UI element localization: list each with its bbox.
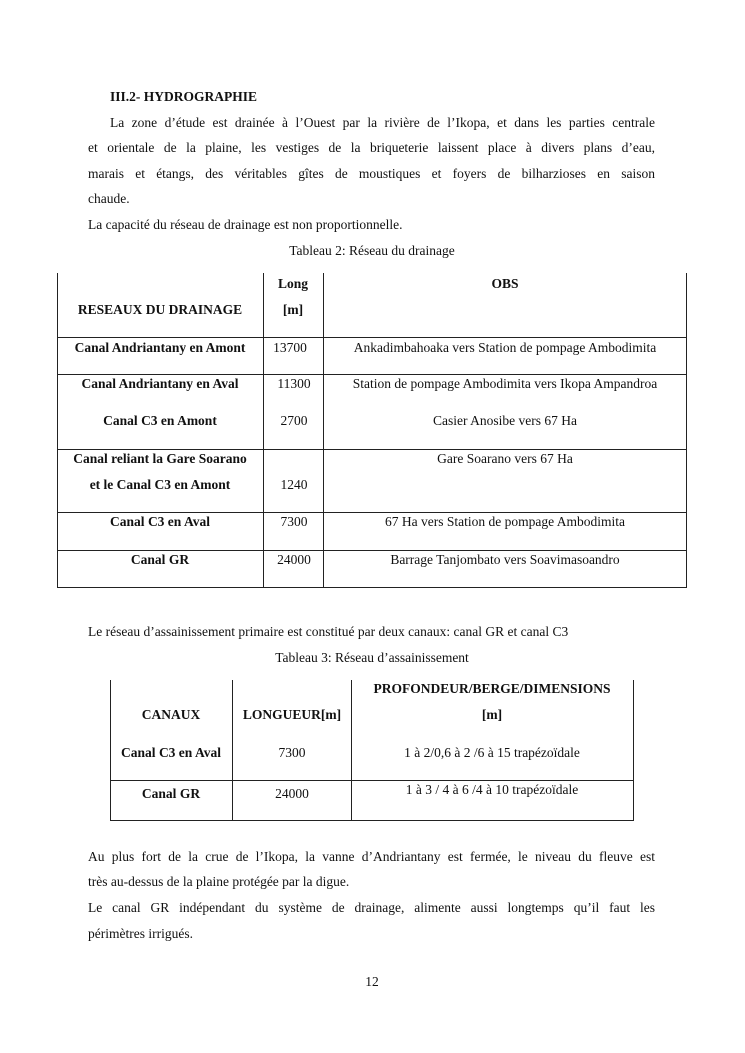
page-number: 12 — [365, 974, 379, 989]
table3-caption: Tableau 3: Réseau d’assainissement — [275, 650, 469, 665]
cell-name: Canal C3 en Aval — [121, 745, 221, 760]
cell-name: Canal GR — [141, 786, 201, 801]
intro-line: chaude. — [88, 191, 130, 206]
cell-obs: Barrage Tanjombato vers Soavimasoandro — [390, 552, 620, 567]
table-border — [57, 587, 687, 588]
cell-name: Canal GR — [130, 552, 190, 567]
table-border — [57, 337, 687, 338]
column-header: RESEAUX DU DRAINAGE — [77, 302, 243, 317]
cell-name: Canal Andriantany en Amont — [74, 340, 246, 355]
table-border — [232, 680, 233, 821]
table-border — [263, 273, 264, 588]
cell-obs: 67 Ha vers Station de pompage Ambodimita — [385, 514, 625, 529]
table-border — [57, 550, 687, 551]
column-header: [m] — [481, 707, 503, 722]
intro-line: marais et étangs, des véritables gîtes de moustiques et foyers de bilharzioses en saison — [88, 166, 655, 181]
column-header: Long — [277, 276, 309, 291]
cell-obs: Casier Anosibe vers 67 Ha — [433, 413, 577, 428]
cell-length: 11300 — [277, 376, 311, 391]
cell-dims: 1 à 2/0,6 à 2 /6 à 15 trapézoïdale — [404, 745, 580, 760]
table-border — [110, 680, 111, 821]
column-header: [m] — [282, 302, 304, 317]
capacity-sentence: La capacité du réseau de drainage est non proportionnelle. — [88, 217, 403, 232]
closing-line: périmètres irrigués. — [88, 926, 193, 941]
table-border — [57, 512, 687, 513]
cell-length: 1240 — [280, 477, 308, 492]
cell-name: Canal reliant la Gare Soarano — [73, 451, 247, 466]
cell-name: Canal Andriantany en Aval — [81, 376, 239, 391]
cell-dims: 1 à 3 / 4 à 6 /4 à 10 trapézoïdale — [405, 782, 579, 797]
cell-obs: Station de pompage Ambodimita vers Ikopa Ampandroa — [352, 376, 658, 391]
cell-name: Canal C3 en Amont — [103, 413, 217, 428]
table-border — [351, 680, 352, 821]
table-border — [686, 273, 687, 588]
cell-name: et le Canal C3 en Amont — [89, 477, 231, 492]
sanitation-sentence: Le réseau d’assainissement primaire est constitué par deux canaux: canal GR et canal C3 — [88, 624, 569, 639]
cell-length: 13700 — [273, 340, 307, 355]
table-border — [110, 820, 634, 821]
cell-length: 24000 — [275, 786, 309, 801]
intro-line: et orientale de la plaine, les vestiges de la briqueterie laissent place à divers plans d’eau, — [88, 140, 655, 155]
column-header: OBS — [491, 276, 519, 291]
cell-length: 24000 — [277, 552, 311, 567]
cell-length: 7300 — [280, 514, 308, 529]
cell-name: Canal C3 en Aval — [110, 514, 210, 529]
closing-line: très au-dessus de la plaine protégée par la digue. — [88, 874, 350, 889]
closing-line: Au plus fort de la crue de l’Ikopa, la vanne d’Andriantany est fermée, le niveau du fleuve est — [88, 849, 655, 864]
table-border — [57, 374, 687, 375]
cell-length: 2700 — [280, 413, 308, 428]
column-header: PROFONDEUR/BERGE/DIMENSIONS — [373, 681, 611, 696]
table-border — [57, 449, 687, 450]
table2-caption: Tableau 2: Réseau du drainage — [289, 243, 455, 258]
cell-obs: Ankadimbahoaka vers Station de pompage Ambodimita — [353, 340, 657, 355]
column-header: CANAUX — [141, 707, 201, 722]
cell-obs: Gare Soarano vers 67 Ha — [437, 451, 573, 466]
closing-line: Le canal GR indépendant du système de drainage, alimente aussi longtemps qu’il faut les — [88, 900, 655, 915]
section-title: III.2- HYDROGRAPHIE — [110, 89, 258, 104]
table-border — [323, 273, 324, 588]
table-border — [110, 780, 634, 781]
cell-length: 7300 — [278, 745, 306, 760]
table-border — [633, 680, 634, 821]
table-border — [57, 273, 58, 588]
column-header: LONGUEUR[m] — [242, 707, 342, 722]
intro-line: La zone d’étude est drainée à l’Ouest par la rivière de l’Ikopa, et dans les parties centrale — [110, 115, 655, 130]
